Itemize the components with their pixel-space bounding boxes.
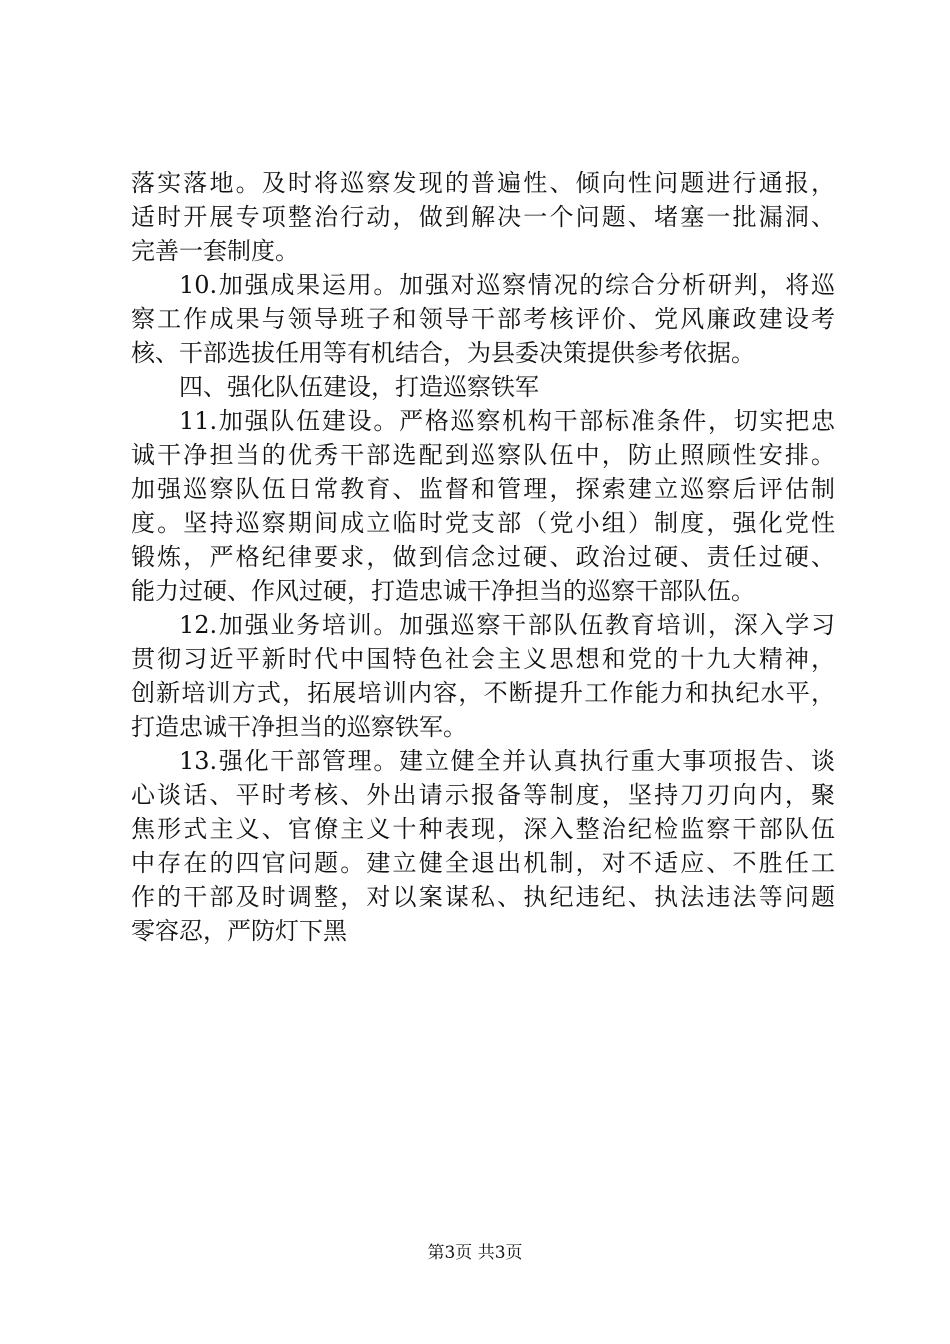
paragraph	[131, 404, 835, 608]
text-line: 创新培训方式，拓展培训内容，不断提升工作能力和执纪水平，	[131, 679, 835, 707]
text-line: 11.加强队伍建设。严格巡察机构干部标准条件，切实把忠	[179, 407, 835, 435]
text-line: 10.加强成果运用。加强对巡察情况的综合分析研判，将巡	[179, 271, 835, 299]
text-line: 落实落地。及时将巡察发现的普遍性、倾向性问题进行通报，	[131, 169, 835, 197]
text-line: 适时开展专项整治行动，做到解决一个问题、堵塞一批漏洞、	[131, 203, 835, 231]
text-line: 中存在的四官问题。建立健全退出机制，对不适应、不胜任工	[131, 849, 835, 877]
text-line: 核、干部选拔任用等有机结合，为县委决策提供参考依据。	[131, 339, 755, 367]
paragraph	[131, 268, 835, 370]
paragraph	[131, 608, 835, 744]
text-line: 能力过硬、作风过硬，打造忠诚干净担当的巡察干部队伍。	[131, 577, 755, 605]
text-line: 四、强化队伍建设，打造巡察铁军	[179, 373, 539, 401]
text-line: 诚干净担当的优秀干部选配到巡察队伍中，防止照顾性安排。	[131, 441, 835, 469]
text-line: 加强巡察队伍日常教育、监督和管理，探索建立巡察后评估制	[131, 475, 835, 503]
text-line: 完善一套制度。	[131, 237, 299, 265]
paragraph	[131, 166, 835, 268]
page-footer: 第3页 共3页	[427, 1243, 523, 1263]
paragraph	[131, 744, 835, 948]
text-line: 察工作成果与领导班子和领导干部考核评价、党风廉政建设考	[131, 305, 835, 333]
text-line: 心谈话、平时考核、外出请示报备等制度，坚持刀刃向内，聚	[131, 781, 835, 809]
document-body	[131, 166, 835, 948]
text-line: 13.强化干部管理。建立健全并认真执行重大事项报告、谈	[179, 747, 835, 775]
text-line: 贯彻习近平新时代中国特色社会主义思想和党的十九大精神，	[131, 645, 835, 673]
text-line: 锻炼，严格纪律要求，做到信念过硬、政治过硬、责任过硬、	[131, 543, 835, 571]
text-line: 作的干部及时调整，对以案谋私、执纪违纪、执法违法等问题	[131, 883, 835, 911]
section-heading	[131, 370, 835, 404]
text-line: 12.加强业务培训。加强巡察干部队伍教育培训，深入学习	[179, 611, 835, 639]
text-line: 打造忠诚干净担当的巡察铁军。	[131, 713, 467, 741]
text-line: 度。坚持巡察期间成立临时党支部（党小组）制度，强化党性	[131, 509, 835, 537]
text-line: 焦形式主义、官僚主义十种表现，深入整治纪检监察干部队伍	[131, 815, 835, 843]
text-line: 零容忍，严防灯下黑	[131, 917, 347, 945]
